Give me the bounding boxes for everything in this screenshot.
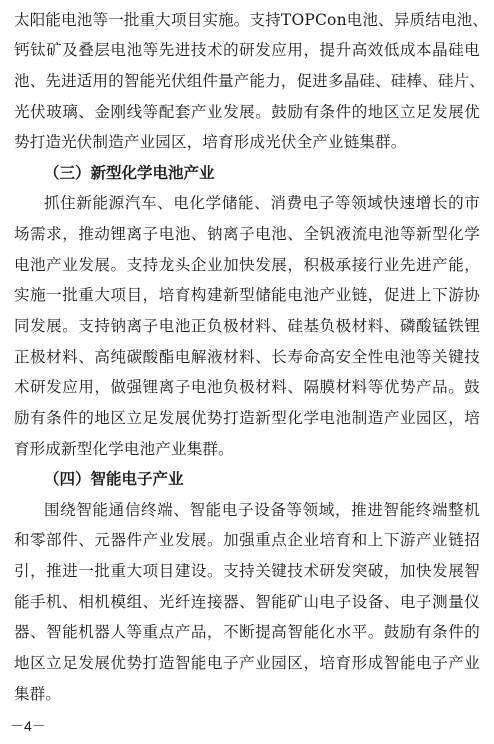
- paragraph-line: 正极材料、高纯碳酸酯电解液材料、长寿命高安全性电池等关键技: [14, 348, 480, 366]
- paragraph-line: 术研发应用，做强锂离子电池负极材料、隔膜材料等优势产品。鼓: [14, 378, 480, 396]
- paragraph-line: 育形成新型化学电池产业集群。: [14, 440, 234, 458]
- paragraph-line: 池、先进适用的智能光伏组件量产能力，促进多晶硅、硅棒、硅片、: [14, 72, 486, 90]
- section-heading-3: （三）新型化学电池产业: [44, 164, 215, 182]
- paragraph-line: 场需求，推动锂离子电池、钠离子电池、全钒液流电池等新型化学: [14, 225, 480, 243]
- paragraph-line: 集群。: [14, 685, 62, 703]
- paragraph-line: 太阳能电池等一批重大项目实施。支持TOPCon电池、异质结电池、: [14, 11, 489, 29]
- page-number: －4－: [10, 718, 46, 734]
- paragraph-line: 抓住新能源汽车、电化学储能、消费电子等领域快速增长的市: [44, 194, 480, 212]
- paragraph-line: 能手机、相机模组、光纤连接器、智能矿山电子设备、电子测量仪: [14, 593, 480, 611]
- paragraph-line: 电池产业发展。支持龙头企业加快发展，积极承接行业先进产能，: [14, 256, 480, 274]
- paragraph-line: 势打造光伏制造产业园区，培育形成光伏全产业链集群。: [14, 133, 407, 151]
- paragraph-line: 光伏玻璃、金刚线等配套产业发展。鼓励有条件的地区立足发展优: [14, 103, 480, 121]
- paragraph-line: 钙钛矿及叠层电池等先进技术的研发应用，提升高效低成本晶硅电: [14, 41, 480, 59]
- paragraph-line: 励有条件的地区立足发展优势打造新型化学电池制造产业园区，培: [14, 409, 480, 427]
- paragraph-line: 同发展。支持钠离子电池正负极材料、硅基负极材料、磷酸锰铁锂: [14, 317, 480, 335]
- paragraph-line: 和零部件、元器件产业发展。加强重点企业培育和上下游产业链招: [14, 531, 480, 549]
- paragraph-line: 引，推进一批重大项目建设。支持关键技术研发突破，加快发展智: [14, 562, 480, 580]
- paragraph-line: 实施一批重大项目，培育构建新型储能电池产业链，促进上下游协: [14, 286, 480, 304]
- paragraph-line: 器、智能机器人等重点产品，不断提高智能化水平。鼓励有条件的: [14, 623, 480, 641]
- paragraph-line: 围绕智能通信终端、智能电子设备等领域，推进智能终端整机: [44, 501, 480, 519]
- paragraph-line: 地区立足发展优势打造智能电子产业园区，培育形成智能电子产业: [14, 654, 480, 672]
- section-heading-4: （四）智能电子产业: [44, 470, 184, 488]
